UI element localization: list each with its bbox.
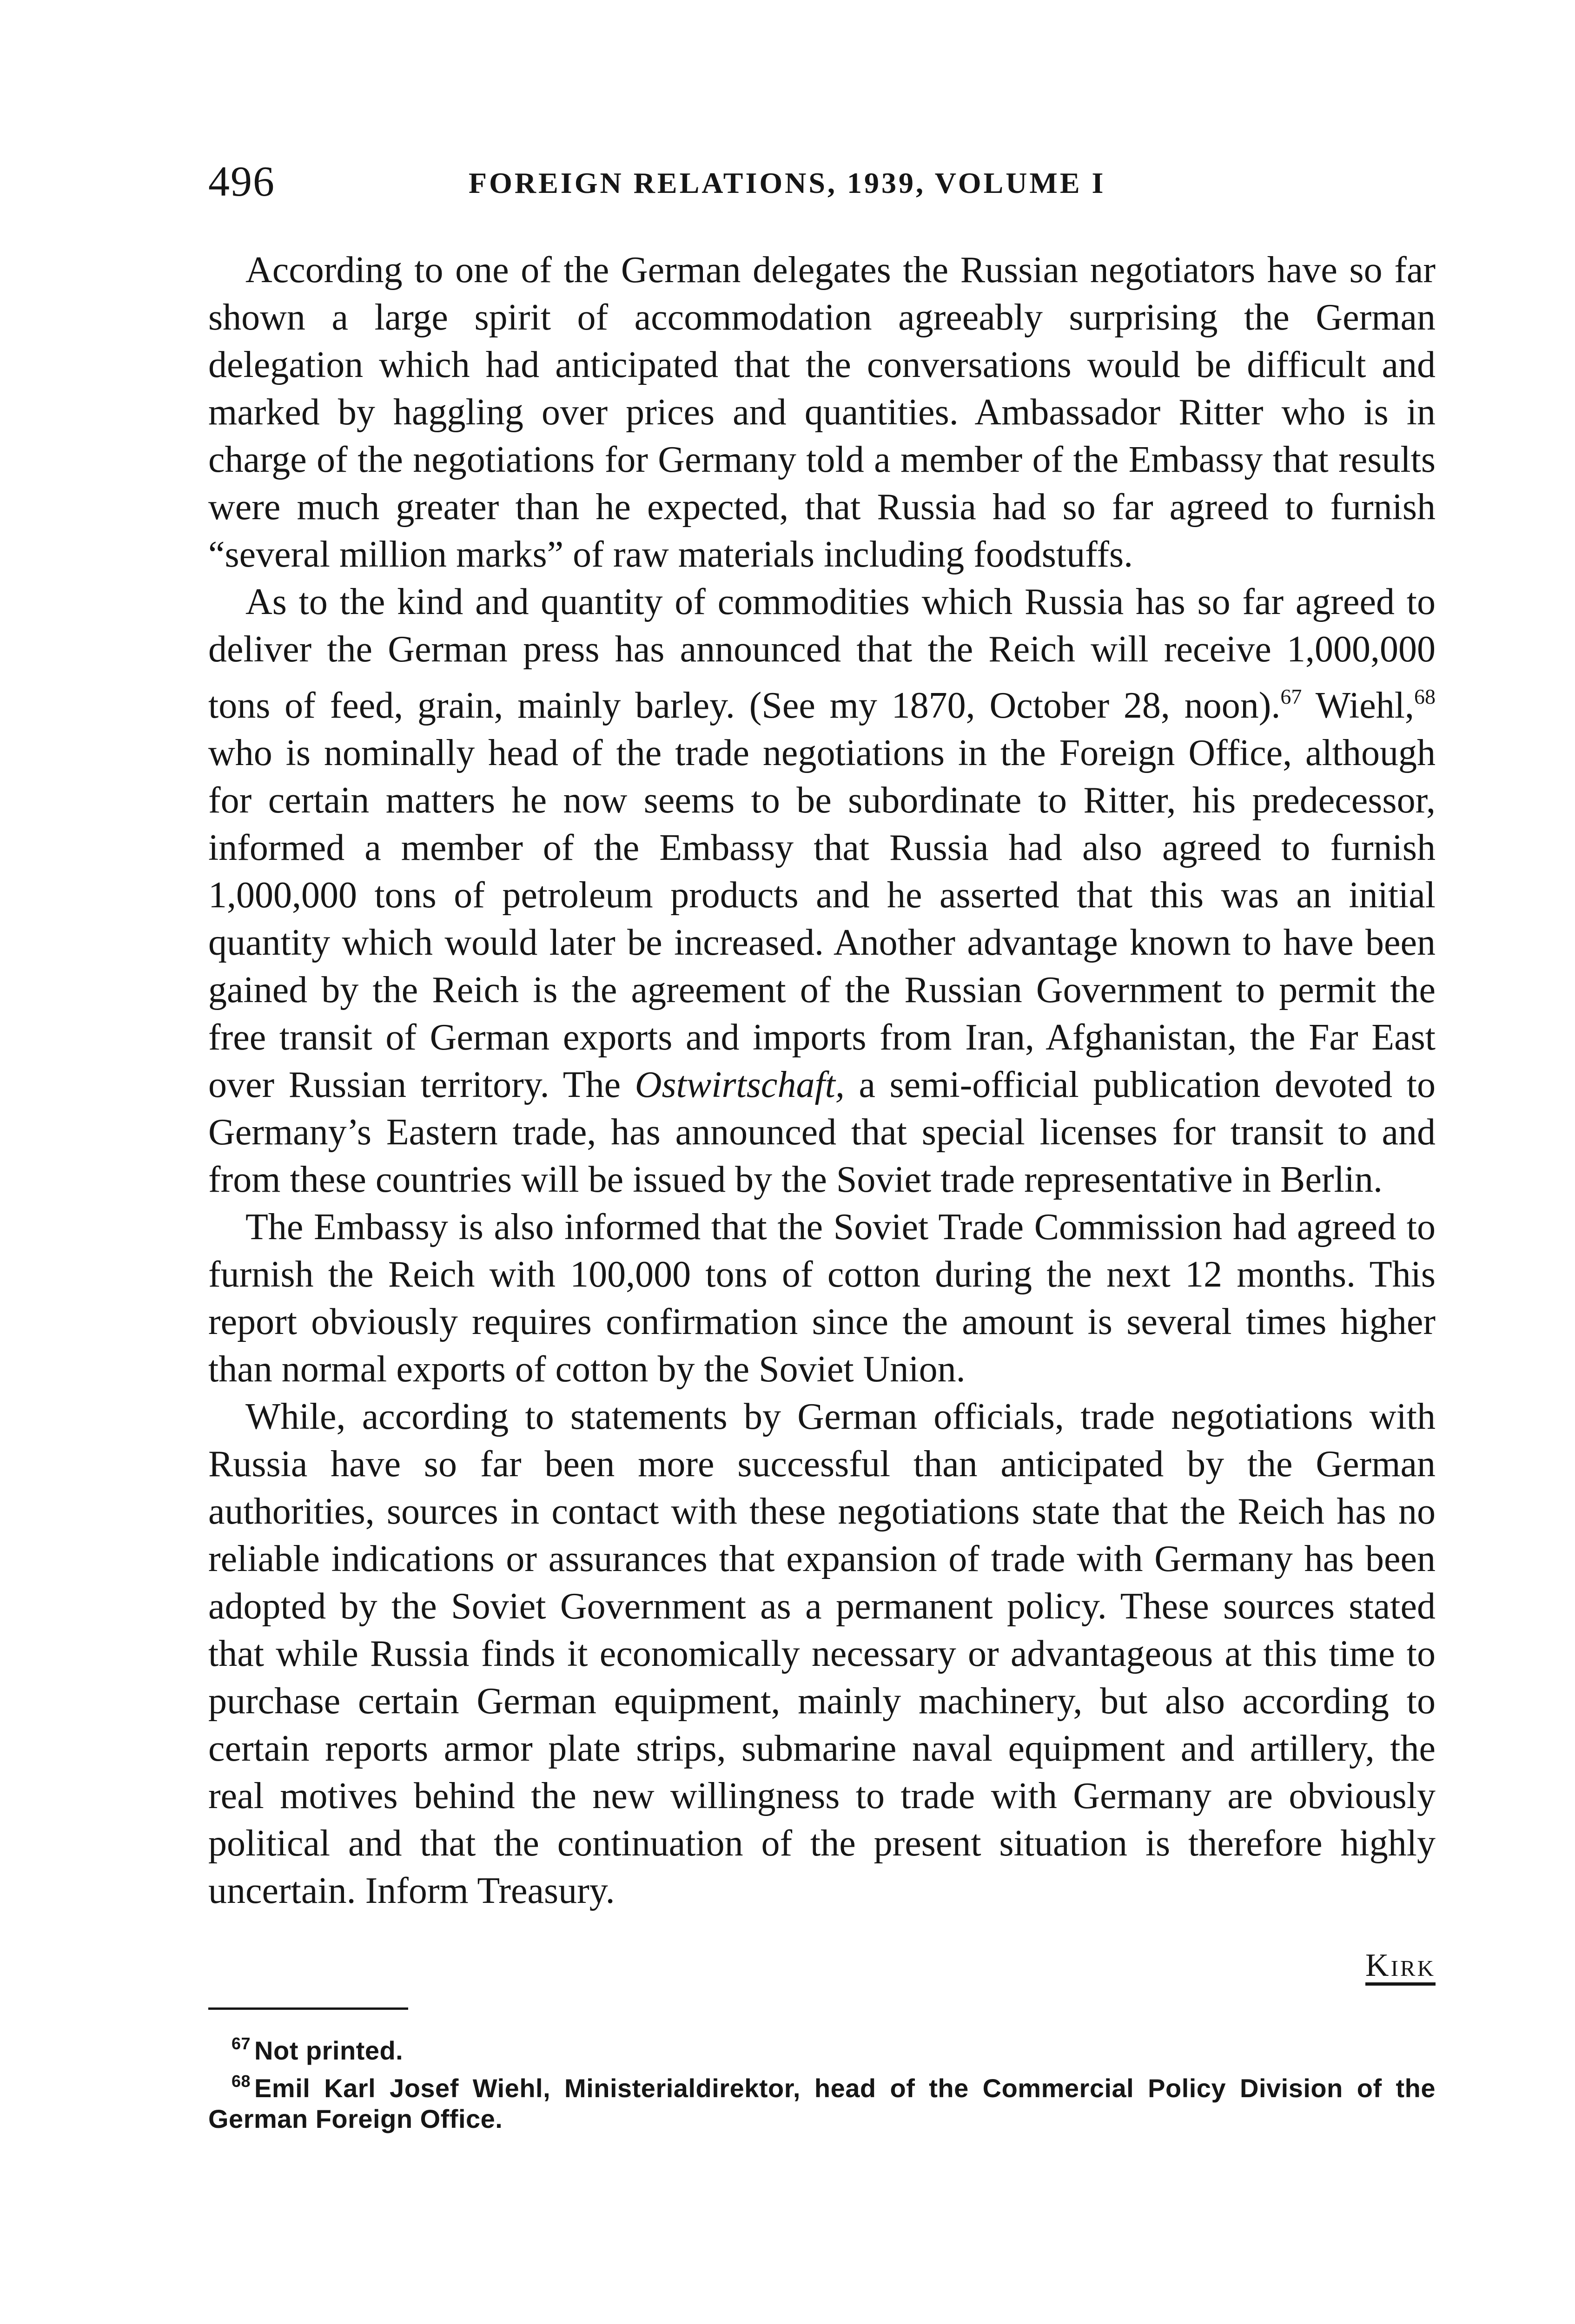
footnote-68	[208, 2066, 1436, 2134]
footnote-text: Emil Karl Josef Wiehl, Ministerialdirektor, head of the Commercial Policy Division of the German Foreign Office.	[208, 2073, 1436, 2133]
document-page	[208, 153, 1436, 2134]
page-header	[208, 153, 1436, 209]
footnote-text: Not printed.	[254, 2036, 404, 2065]
paragraph-2-text-a: As to the kind and quantity of commodities which Russia has so far agreed to deliver the German press has announced that the Reich will receive 1,000,000 tons of feed, grain, mainly barley. (See my 1870, October 28, noon).	[208, 581, 1436, 726]
footnote-mark: 68	[232, 2072, 251, 2091]
footnote-ref-67: 67	[1280, 685, 1302, 708]
signature: Kirk	[1365, 1948, 1436, 1983]
publication-title-ostwirtschaft: Ostwirtschaft,	[635, 1064, 845, 1105]
paragraph-2	[208, 578, 1436, 1203]
paragraph-3: The Embassy is also informed that the Soviet Trade Commission had agreed to furnish the Reich with 100,000 tons of cotton during the next 12 months. This report obviously requires confirmation since the amount is several times higher than normal exports of cotton by the Soviet Union.	[208, 1207, 1436, 1390]
paragraph-2-text-b: Wiehl,	[1302, 685, 1414, 726]
footnote-67	[208, 2028, 1436, 2066]
signature-block	[208, 1947, 1436, 1984]
footnote-ref-68: 68	[1414, 685, 1436, 708]
footnote-mark: 67	[232, 2034, 251, 2053]
paragraph-2-text-d: a semi-official publication devoted to Germany’s Eastern trade, has announced that special licenses for transit to and from these countries will be issued by the Soviet trade representative in Berlin.	[208, 1064, 1436, 1200]
footnotes	[208, 2028, 1436, 2134]
footnote-divider	[208, 2007, 408, 2010]
body-text	[208, 246, 1436, 1915]
running-head: FOREIGN RELATIONS, 1939, VOLUME I	[469, 166, 1106, 199]
paragraph-1: According to one of the German delegates the Russian negotiators have so far shown a large spirit of accommodation agreeably surprising the German delegation which had anticipated that the conversations would be difficult and marked by haggling over prices and quantities. Ambassador Ritter who is in charge of the negotiations for Germany told a member of the Embassy that results were much greater than he expected, that Russia had so far agreed to furnish “several million marks” of raw materials including foodstuffs.	[208, 250, 1436, 575]
paragraph-2-text-c: who is nominally head of the trade negotiations in the Foreign Office, although for certain matters he now seems to be subordinate to Ritter, his predecessor, informed a member of the Embassy that Russia had also agreed to furnish 1,000,000 tons of petroleum products and he asserted that this was an initial quantity which would later be increased. Another advantage known to have been gained by the Reich is the agreement of the Russian Government to permit the free transit of German exports and imports from Iran, Afghanistan, the Far East over Russian territory. The	[208, 733, 1436, 1105]
page-number: 496	[208, 158, 275, 205]
paragraph-4: While, according to statements by German officials, trade negotiations with Russia have so far been more successful than anticipated by the German authorities, sources in contact with these negotiations state that the Reich has no reliable indications or assurances that expansion of trade with Germany has been adopted by the Soviet Government as a permanent policy. These sources stated that while Russia finds it economically necessary or advantageous at this time to purchase certain German equipment, mainly machinery, but also according to certain reports armor plate strips, submarine naval equipment and artillery, the real motives behind the new willingness to trade with Germany are obviously political and that the continuation of the present situation is therefore highly uncertain. Inform Treasury.	[208, 1396, 1436, 1911]
